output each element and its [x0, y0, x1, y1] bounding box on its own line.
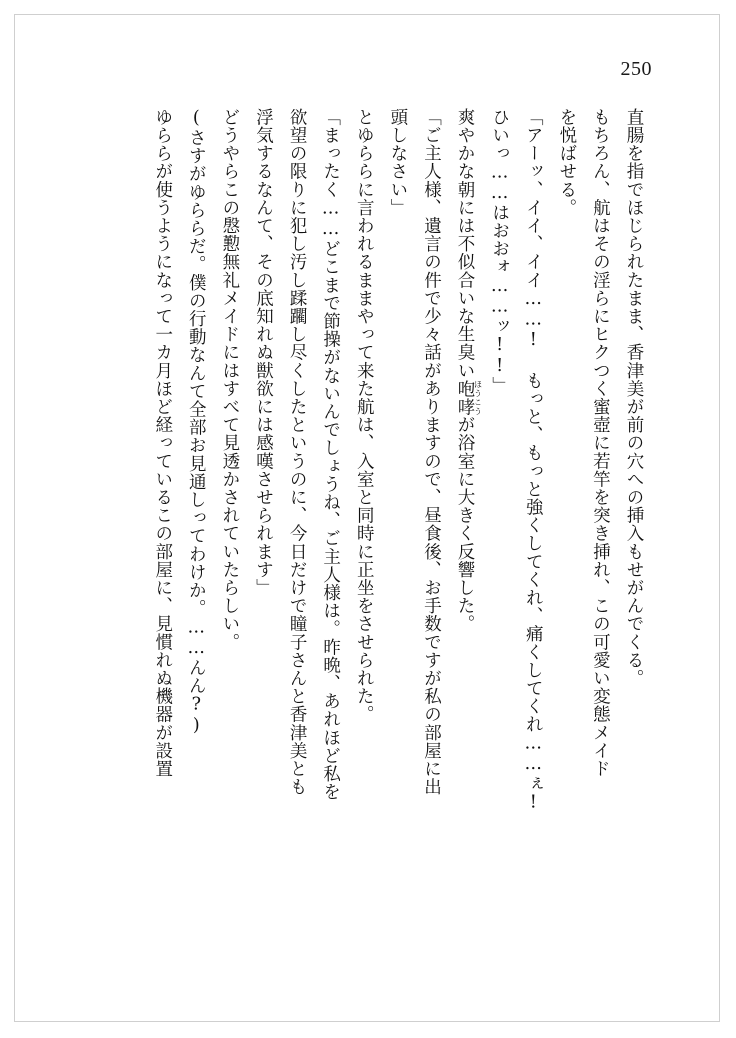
- text-line: 浮気するなんて、その底知れぬ獣欲には感嘆させられます」: [253, 108, 274, 597]
- text-line: 欲望の限りに犯し汚し蹂躙し尽くしたというのに、今日だけで瞳子さんと香津美とも: [287, 108, 308, 796]
- text-line: (さすがゆららだ。僕の行動なんて全部お見通しってわけか。……んん?): [186, 108, 207, 736]
- text-line: を悦ばせる。: [556, 108, 577, 217]
- page-number: 250: [620, 58, 652, 80]
- text-line: 「まったく……どこまで節操がないんでしょうね、ご主人様は。昨晩、あれほど私を: [320, 108, 341, 801]
- text-line-with-ruby: [447, 108, 482, 974]
- text-line: もちろん、航はその淫らにヒクつく蜜壺に若竿を突き挿れ、この可愛い変態メイド: [590, 108, 611, 778]
- text-line: ひいっ……はおおォ……ッ!!」: [489, 108, 510, 395]
- text-line: ゆららが使うようになって一カ月ほど経っているこの部屋に、見慣れぬ機器が設置: [152, 108, 173, 778]
- text-line: 頭しなさい」: [387, 108, 408, 217]
- text-line: どうやらこの慇懃無礼メイドにはすべて見透かされていたらしい。: [219, 108, 240, 651]
- ruby-reading: ほうこう: [473, 379, 483, 416]
- text-line: 「アーッ、イイ、イイ……! もっと、もっと強くしてくれ、痛くしてくれ……ぇ!: [523, 108, 544, 814]
- text-line: とゆららに言われるままやって来た航は、入室と同時に正坐をさせられた。: [354, 108, 375, 724]
- vertical-text-body: [90, 108, 650, 974]
- text-line-ruby-content: 爽やかな朝には不似合いな生臭い咆哮ほうこうが浴室に大きく反響した。: [455, 108, 483, 633]
- ruby-咆哮: 咆哮ほうこう: [455, 379, 483, 416]
- text-line: 「ご主人様、遺言の件で少々話がありますので、昼食後、お手数ですが私の部屋に出: [421, 108, 442, 796]
- text-line: 直腸を指でほじられたまま、香津美が前の穴への挿入もせがんでくる。: [624, 108, 644, 688]
